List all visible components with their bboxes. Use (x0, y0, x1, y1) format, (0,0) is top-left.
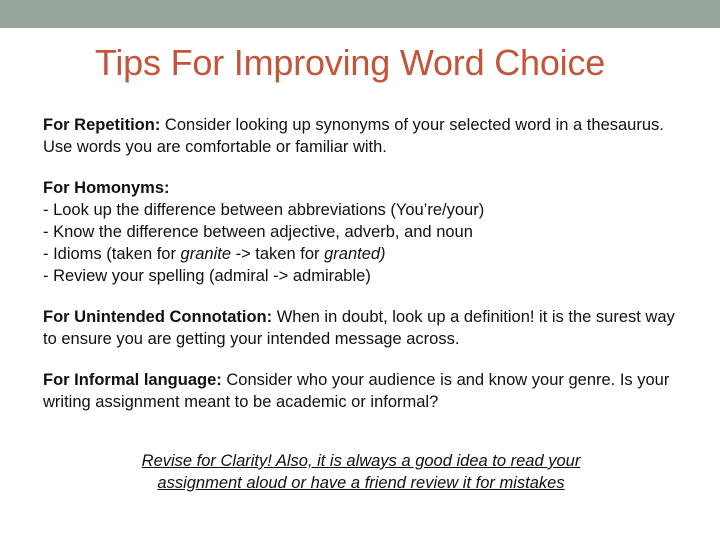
tip-informal-text: Consider who your audience is and know your genre. Is your writing assignment meant to be academic or informal? (43, 371, 670, 411)
tip-connotation (43, 306, 683, 350)
tip-connotation-text: When in doubt, look up a definition! it is the surest way to ensure you are getting your intended message across. (43, 308, 675, 348)
homonyms-item-idioms (43, 243, 683, 265)
idioms-correct-word: granted) (324, 245, 386, 263)
tip-informal-heading: For Informal language: (43, 371, 222, 389)
tip-homonyms (43, 177, 683, 287)
tip-repetition-paragraph (43, 114, 683, 158)
homonyms-item-spelling: - Review your spelling (admiral -> admirable) (43, 267, 371, 285)
homonyms-item-parts-of-speech: - Know the difference between adjective, adverb, and noun (43, 223, 473, 241)
slide-title: Tips For Improving Word Choice (94, 42, 606, 83)
tip-connotation-paragraph (43, 306, 683, 350)
tip-informal-paragraph (43, 369, 683, 413)
tip-repetition (43, 114, 683, 158)
top-accent-bar (0, 0, 720, 28)
tip-informal (43, 369, 683, 413)
tip-connotation-heading: For Unintended Connotation: (43, 308, 273, 326)
slide-body (43, 114, 683, 432)
tip-repetition-heading: For Repetition: (43, 116, 161, 134)
tip-homonyms-heading: For Homonyms: (43, 179, 170, 197)
revise-for-clarity-note: Revise for Clarity! Also, it is always a good idea to read your assignment aloud or have a friend review it for mistakes (141, 452, 581, 492)
idioms-prefix: - Idioms (taken for (43, 245, 181, 263)
homonyms-item-abbreviations: - Look up the difference between abbreviations (You’re/your) (43, 201, 485, 219)
idioms-middle: -> taken for (231, 245, 325, 263)
tip-repetition-text: Consider looking up synonyms of your selected word in a thesaurus. Use words you are comfortable or familiar with. (43, 116, 664, 156)
idioms-wrong-word: granite (180, 245, 231, 263)
